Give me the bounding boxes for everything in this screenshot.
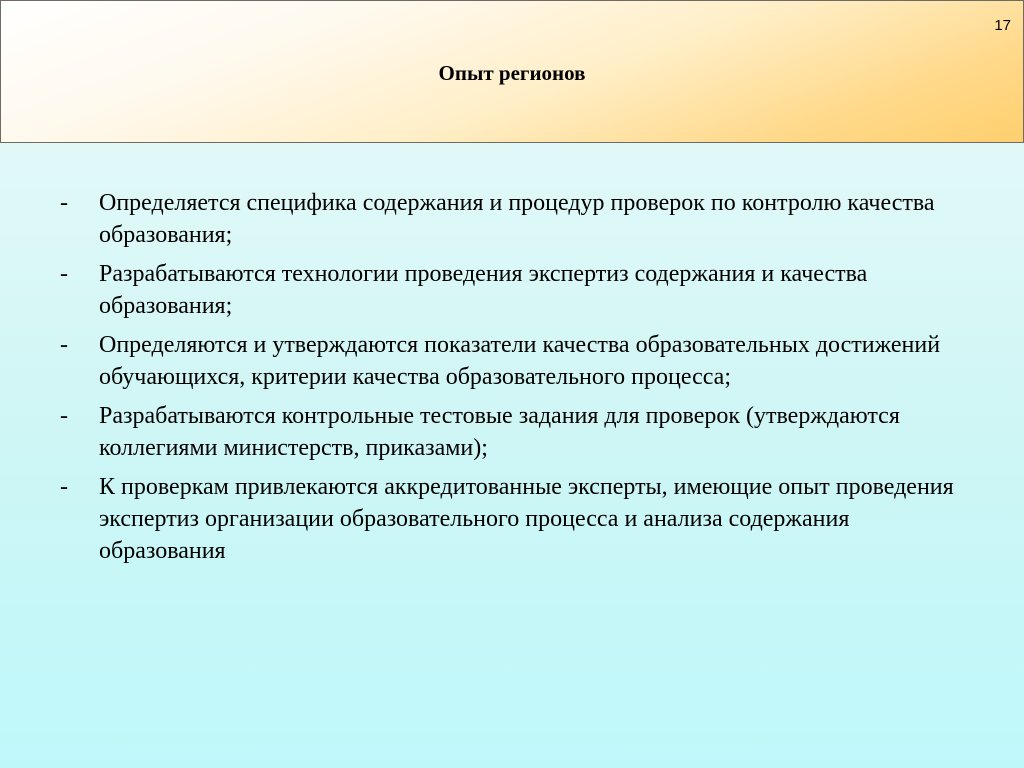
bullet-dash: - (60, 332, 68, 358)
list-item-text: Определяются и утверждаются показатели качества образовательных достижений обучающихся, критерии качества образовательного процесса; (99, 332, 941, 390)
bullet-dash: - (60, 261, 68, 287)
bullet-dash: - (60, 190, 68, 216)
list-item (56, 400, 976, 464)
list-item (56, 471, 976, 567)
bullet-list (56, 187, 976, 574)
list-item (56, 329, 976, 393)
bullet-dash: - (60, 474, 68, 500)
bullet-dash: - (60, 403, 68, 429)
list-item (56, 187, 976, 251)
list-item-text: Разрабатываются контрольные тестовые задания для проверок (утверждаются коллегиями министерств, приказами); (99, 403, 900, 461)
list-item-text: Определяется специфика содержания и процедур проверок по контролю качества образования; (99, 190, 935, 248)
slide-header (0, 0, 1024, 143)
slide-title: Опыт регионов (438, 61, 586, 85)
list-item-text: Разрабатываются технологии проведения экспертиз содержания и качества образования; (99, 261, 868, 319)
list-item-text: К проверкам привлекаются аккредитованные эксперты, имеющие опыт проведения экспертиз организации образовательного процесса и анализа содержания образования (99, 474, 954, 564)
list-item (56, 258, 976, 322)
slide-number: 17 (994, 17, 1011, 34)
